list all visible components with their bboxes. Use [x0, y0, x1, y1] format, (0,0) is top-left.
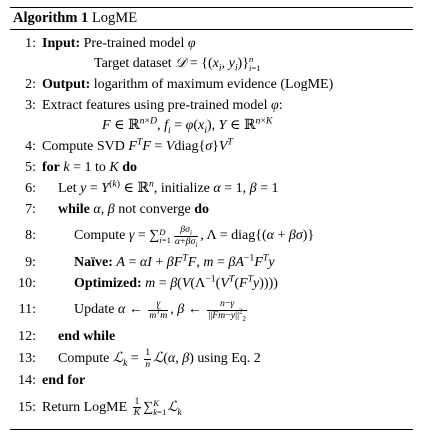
- line-content: [42, 299, 249, 321]
- algorithm-line-continuation: [10, 116, 413, 135]
- algorithm-line: [10, 348, 413, 370]
- text: Compute SVD: [42, 138, 129, 154]
- line-number: 15:: [18, 399, 36, 415]
- keyword: Input:: [42, 35, 81, 51]
- algorithm-line: [10, 158, 413, 177]
- algorithm-name: LogME: [91, 10, 138, 26]
- line-number: 8:: [25, 228, 36, 244]
- line-number: 2:: [25, 76, 36, 92]
- line-content: [42, 225, 314, 247]
- algorithm-line: [10, 221, 413, 251]
- algorithm-body: [10, 30, 413, 428]
- math: α, β: [93, 201, 115, 217]
- keyword: end for: [42, 373, 86, 389]
- line-content: [42, 329, 115, 345]
- text: using Eq. 2: [193, 351, 261, 367]
- line-content: [42, 160, 137, 176]
- line-number: 7:: [25, 201, 36, 217]
- line-content: [42, 36, 196, 52]
- line-number: 10:: [18, 275, 36, 291]
- keyword: while: [58, 201, 90, 217]
- line-number: 12:: [18, 328, 36, 344]
- line-content: [42, 115, 273, 136]
- line-content: [42, 252, 275, 271]
- line-content: [42, 136, 233, 155]
- algorithm-title: [10, 8, 413, 29]
- line-content: [42, 397, 182, 419]
- math: K: [109, 159, 119, 175]
- line-number: 9:: [25, 254, 36, 270]
- line-content: [42, 178, 279, 197]
- math: k = 1: [63, 159, 92, 175]
- math: ℒ$_k$ = $\frac{1}{n}$ ℒ(α, β): [112, 347, 194, 370]
- algorithm-line: [10, 295, 413, 325]
- algorithm-block: [10, 7, 413, 430]
- text: not converge: [114, 201, 195, 217]
- line-content: [42, 98, 283, 114]
- math: 𝒟 = {($x_i$, $y_i$)} n i=1: [175, 54, 261, 74]
- math: γ = ∑ D i=1 $\frac{\beta\sigma_i}{\alpha+\beta\sigma_i}$ , Λ = diag{(α + βσ)}: [128, 224, 315, 249]
- algorithm-line: [10, 96, 413, 115]
- text: Compute: [58, 351, 113, 367]
- keyword: for: [42, 159, 60, 175]
- text: Pre-trained model: [80, 35, 188, 51]
- math: $A = \alpha I + \beta F^TF$, $m = \beta A^{-1}F^Ty$: [116, 252, 275, 270]
- line-content: [42, 55, 262, 72]
- line-number: 5:: [25, 159, 36, 175]
- algorithm-line: [10, 179, 413, 198]
- math: $F^TF$ = $Vdiag\{\sigma\}V^T$: [128, 136, 233, 154]
- keyword: Naïve:: [74, 254, 113, 270]
- algorithm-line: [10, 372, 413, 391]
- algorithm-line: [10, 393, 413, 423]
- line-number: 11:: [18, 302, 36, 318]
- math: $y = Y^{(k)}$ ∈ ℝ$^n$: [80, 178, 154, 196]
- text: , initialize: [153, 180, 214, 196]
- line-number: 4:: [25, 138, 36, 154]
- line-content: [42, 273, 278, 292]
- keyword: do: [122, 159, 138, 175]
- math: φ: [270, 97, 279, 113]
- math: $m = \beta(V(\Lambda^{-1}(V^T(F^Ty))))$: [145, 273, 278, 291]
- line-content: [42, 348, 261, 370]
- line-number: 14:: [18, 373, 36, 389]
- text: Target dataset: [94, 55, 176, 71]
- line-number: 13:: [18, 351, 36, 367]
- line-number: 3:: [25, 97, 36, 113]
- line-content: [42, 202, 209, 218]
- keyword: end while: [58, 328, 116, 344]
- text: Let: [58, 180, 81, 196]
- line-number: 1:: [25, 35, 36, 51]
- line-content: [42, 77, 333, 93]
- text: Return LogME: [42, 399, 131, 415]
- line-number: 6:: [25, 180, 36, 196]
- algorithm-line: [10, 200, 413, 219]
- keyword: Output:: [42, 76, 91, 92]
- keyword: Optimized:: [74, 275, 142, 291]
- algorithm-line: [10, 75, 413, 94]
- text: logarithm of maximum evidence (LogME): [90, 76, 334, 92]
- text: Compute: [74, 228, 129, 244]
- bottom-rule: [10, 429, 413, 430]
- algorithm-line: [10, 327, 413, 346]
- keyword: do: [194, 201, 209, 217]
- algorithm-line: [10, 253, 413, 272]
- math: α = 1, β = 1: [213, 180, 279, 196]
- text: :: [278, 97, 283, 113]
- math: α ← $\frac{\gamma}{m^Tm}$ , β ← $\frac{n-\gamma}{||Fm-y||^2_2}$: [117, 298, 246, 323]
- line-content: [42, 373, 85, 389]
- text: Extract features using pre-trained model: [42, 97, 271, 113]
- math: φ: [187, 35, 196, 51]
- algorithm-line-continuation: [10, 54, 413, 73]
- algorithm-line: [10, 274, 413, 293]
- algorithm-line: [10, 137, 413, 156]
- math: $\frac{1}{K}$ ∑ K k=1 ℒ$_k$: [133, 396, 182, 419]
- algorithm-label: Algorithm 1: [13, 10, 89, 26]
- text: Update: [74, 302, 118, 318]
- algorithm-line: [10, 34, 413, 53]
- math: F ∈ ℝ$^{n\times D}$, $f_i = \varphi(x_i)$, Y ∈ ℝ$^{n\times K}$: [102, 115, 273, 136]
- text: to: [91, 159, 110, 175]
